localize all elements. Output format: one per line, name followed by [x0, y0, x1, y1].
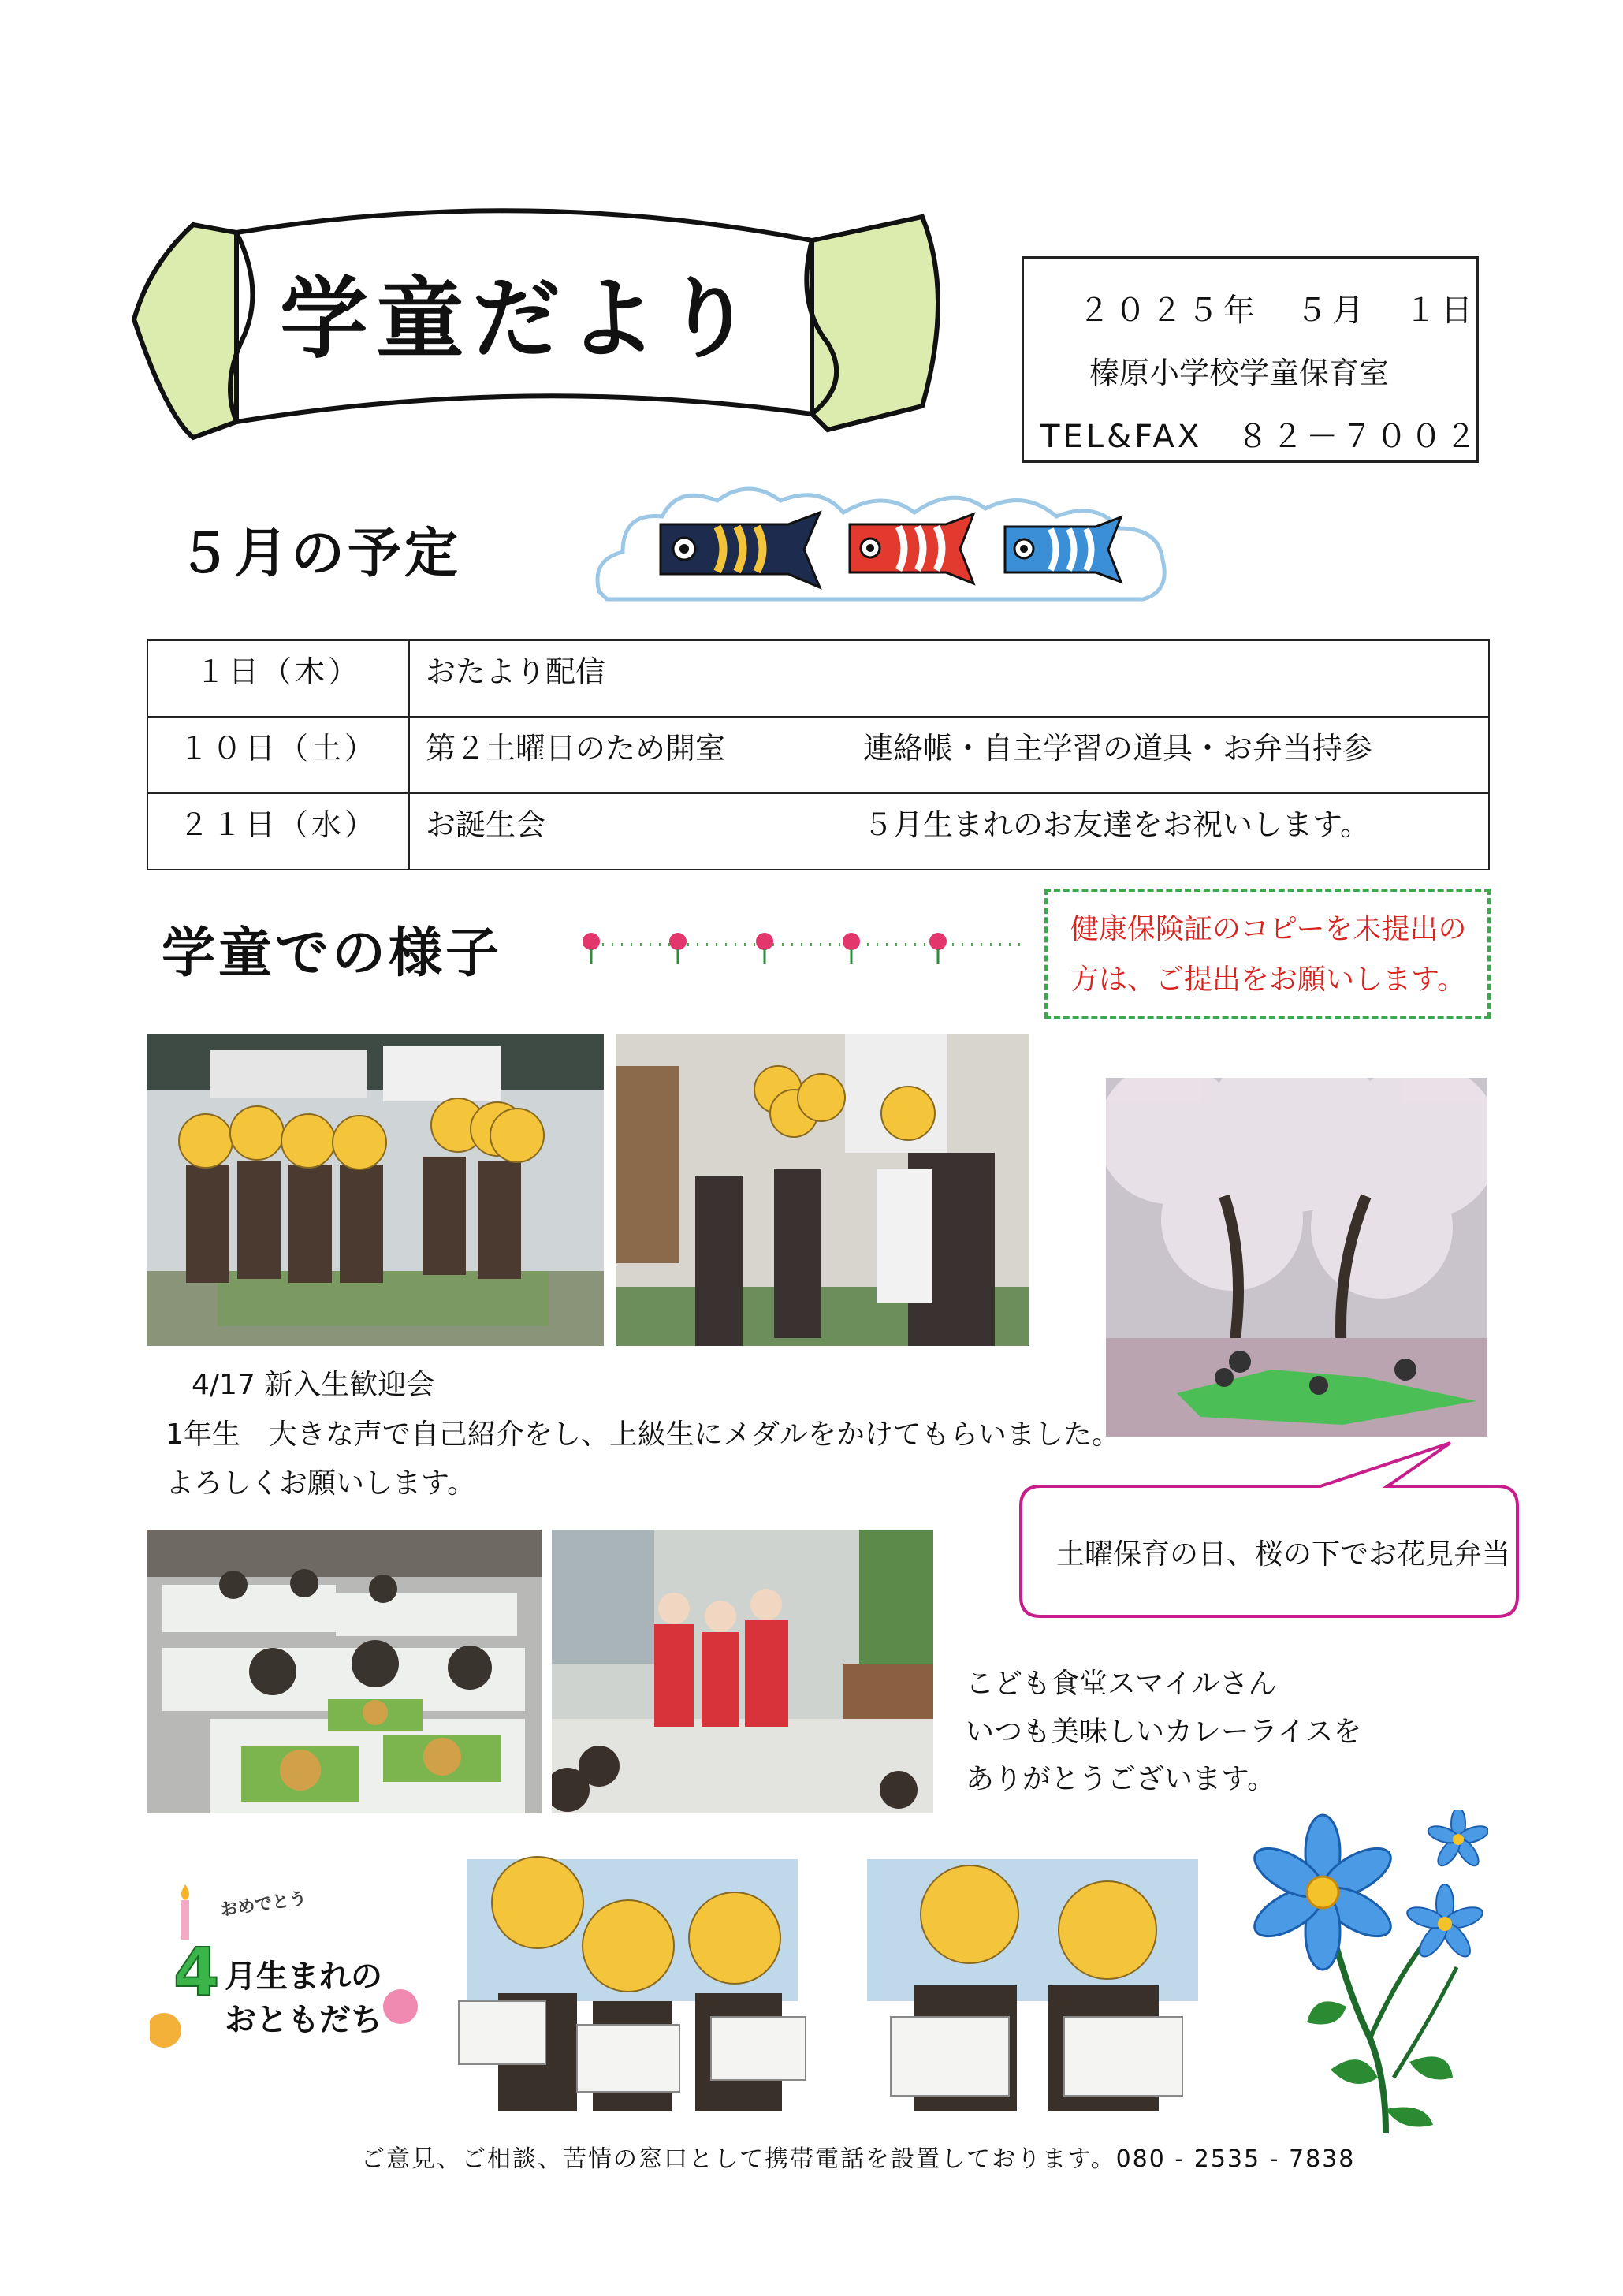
tel-fax: TEL&FAX ８２－７００２	[1040, 419, 1480, 455]
issue-date: ２０２５年 ５月 １日	[1078, 293, 1477, 329]
april-birthday-badge	[150, 1877, 418, 2058]
curry-lunch-photo	[147, 1530, 542, 1813]
event-title: お誕生会	[426, 807, 546, 842]
hanami-caption: 土曜保育の日、桜の下でお花見弁当	[1056, 1538, 1511, 1571]
birthday-badge-top: おめでとう	[219, 1888, 308, 1921]
birthday-badge-line: 月生まれの	[225, 1959, 382, 1995]
welcome-caption-date: 4/17 新入生歓迎会	[192, 1369, 435, 1401]
event-note: ５月生まれのお友達をお祝いします。	[863, 807, 1370, 842]
welcome-caption-line: 1年生 大きな声で自己紹介をし、上級生にメダルをかけてもらいました。	[166, 1418, 1120, 1451]
schedule-event	[409, 640, 1489, 717]
schedule-heading: ５月の予定	[177, 523, 462, 585]
event-title: 第２土曜日のため開室	[426, 731, 726, 766]
kodomo-caption-line: いつも美味しいカレーライスを	[966, 1716, 1362, 1748]
newsletter-title: 学童だより	[280, 268, 761, 371]
table-row	[147, 717, 1489, 793]
birthday-badge-month: 4	[173, 1933, 220, 2011]
welcome-party-photo	[147, 1034, 604, 1346]
hanami-speech-bubble	[1009, 1435, 1545, 1624]
table-row	[147, 640, 1489, 717]
birthday-badge-line: おともだち	[225, 2002, 382, 2038]
birthday-photo	[443, 1843, 817, 2112]
schedule-table	[147, 639, 1490, 870]
table-row	[147, 793, 1489, 870]
notice-line: 方は、ご提出をお願いします。	[1070, 964, 1466, 996]
blue-flower-illustration	[1252, 1810, 1488, 2137]
footer-contact: ご意見、ご相談、苦情の窓口として携帯電話を設置しております。080 - 2535 - 7838	[361, 2145, 1356, 2173]
koinobori-blue	[1005, 517, 1121, 582]
event-title: おたより配信	[426, 654, 606, 689]
kodomo-shokudo-staff-photo	[552, 1530, 933, 1813]
school-name: 榛原小学校学童保育室	[1089, 356, 1390, 390]
notice-line: 健康保険証のコピーを未提出の	[1070, 913, 1467, 945]
koinobori-illustration	[591, 473, 1171, 603]
schedule-date: ２１日（水）	[147, 793, 409, 870]
schedule-event	[409, 793, 1489, 870]
flower-divider	[568, 924, 1033, 971]
hanami-photo	[1106, 1078, 1487, 1437]
event-note: 連絡帳・自主学習の道具・お弁当持参	[863, 731, 1373, 766]
kodomo-caption-line: こども食堂スマイルさん	[966, 1668, 1277, 1700]
welcome-caption-line: よろしくお願いします。	[166, 1467, 476, 1500]
welcome-party-photo	[616, 1034, 1029, 1346]
birthday-photo	[843, 1843, 1217, 2112]
schedule-date: １日（木）	[147, 640, 409, 717]
schedule-date: １０日（土）	[147, 717, 409, 793]
koinobori-red	[850, 514, 973, 583]
activity-heading: 学童での様子	[162, 922, 503, 985]
kodomo-caption-line: ありがとうございます。	[966, 1763, 1276, 1795]
schedule-event	[409, 717, 1489, 793]
